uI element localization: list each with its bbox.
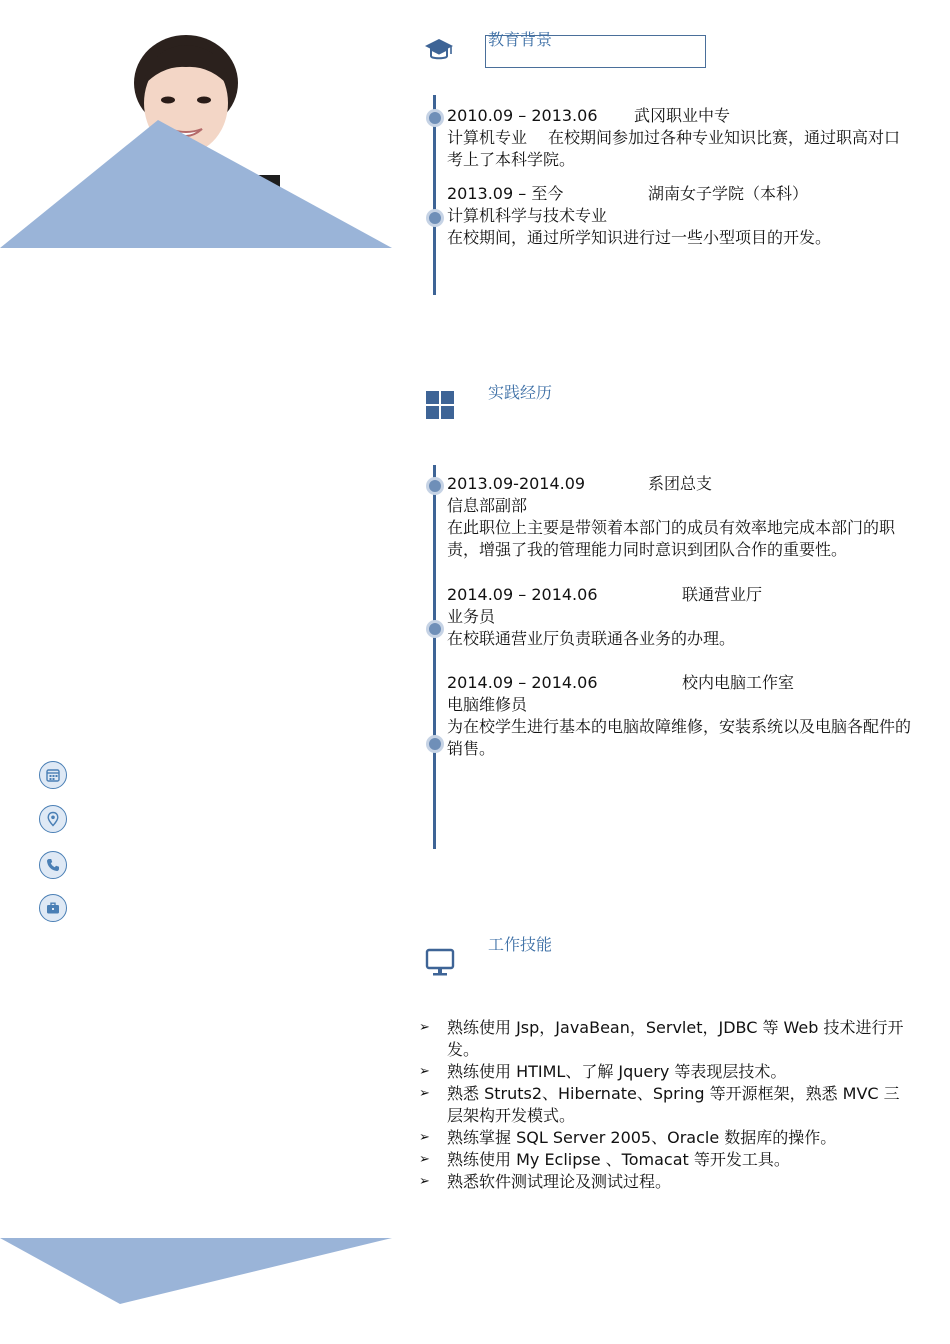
practice-org: 系团总支: [648, 474, 713, 493]
practice-role: 电脑维修员: [447, 695, 528, 714]
skills-list: [419, 1017, 914, 1193]
monitor-icon: [425, 947, 455, 977]
bullet-arrow-icon: ➢: [419, 1064, 430, 1079]
list-item: [419, 1127, 914, 1149]
practice-date: 2014.09 – 2014.06: [447, 673, 598, 692]
timeline-dot: [426, 477, 444, 495]
practice-desc: 在校联通营业厅负责联通各业务的办理。: [447, 629, 736, 648]
education-title: 教育背景: [488, 30, 553, 49]
skill-text: 熟练掌握 SQL Server 2005、Oracle 数据库的操作。: [447, 1128, 837, 1147]
education-date: 2010.09 – 2013.06: [447, 106, 598, 125]
list-item: [419, 1083, 914, 1127]
bullet-arrow-icon: ➢: [419, 1174, 430, 1189]
skills-title: 工作技能: [488, 935, 553, 954]
graduation-cap-icon: [424, 36, 454, 66]
bullet-arrow-icon: ➢: [419, 1152, 430, 1167]
phone-icon: [39, 851, 67, 879]
skill-text: 熟练使用 HTIML、了解 Jquery 等表现层技术。: [447, 1062, 787, 1081]
education-major: 计算机科学与技术专业: [447, 206, 608, 225]
bullet-arrow-icon: ➢: [419, 1086, 430, 1101]
practice-desc: 在此职位上主要是带领着本部门的成员有效率地完成本部门的职责，增强了我的管理能力同时意识到团队合作的重要性。: [447, 518, 896, 559]
practice-org: 联通营业厅: [682, 585, 763, 604]
calendar-icon: [39, 761, 67, 789]
education-major: 计算机专业: [447, 128, 528, 147]
timeline-dot: [426, 620, 444, 638]
practice-timeline: [433, 465, 436, 849]
bullet-arrow-icon: ➢: [419, 1020, 430, 1035]
education-desc: 在校期间，通过所学知识进行过一些小型项目的开发。: [447, 228, 832, 247]
briefcase-icon: [39, 894, 67, 922]
education-school: 湖南女子学院（本科）: [648, 184, 809, 203]
education-date: 2013.09 – 至今: [447, 184, 564, 203]
grid-icon: [425, 390, 455, 420]
education-desc: 在校期间参加过各种专业知识比赛，通过职高对口考上了本科学院。: [447, 128, 901, 169]
practice-org: 校内电脑工作室: [682, 673, 795, 692]
practice-date: 2013.09-2014.09: [447, 474, 586, 493]
timeline-dot: [426, 109, 444, 127]
timeline-dot: [426, 209, 444, 227]
practice-role: 业务员: [447, 607, 496, 626]
list-item: [419, 1017, 914, 1061]
decorative-triangle-bottom: [0, 1238, 392, 1304]
practice-date: 2014.09 – 2014.06: [447, 585, 598, 604]
timeline-dot: [426, 735, 444, 753]
practice-desc: 为在校学生进行基本的电脑故障维修，安装系统以及电脑各配件的销售。: [447, 717, 912, 758]
skill-text: 熟悉软件测试理论及测试过程。: [447, 1172, 672, 1191]
practice-title: 实践经历: [488, 383, 553, 402]
skill-text: 熟练使用 Jsp，JavaBean，Servlet，JDBC 等 Web 技术进行开发。: [447, 1018, 904, 1059]
bullet-arrow-icon: ➢: [419, 1130, 430, 1145]
education-school: 武冈职业中专: [634, 106, 731, 125]
practice-role: 信息部副部: [447, 496, 528, 515]
list-item: [419, 1061, 914, 1083]
decorative-triangle-top: [0, 120, 392, 248]
skill-text: 熟悉 Struts2、Hibernate、Spring 等开源框架，熟悉 MVC 三层架构开发模式。: [447, 1084, 900, 1125]
skill-text: 熟练使用 My Eclipse 、Tomacat 等开发工具。: [447, 1150, 790, 1169]
list-item: [419, 1171, 914, 1193]
location-icon: [39, 805, 67, 833]
list-item: [419, 1149, 914, 1171]
